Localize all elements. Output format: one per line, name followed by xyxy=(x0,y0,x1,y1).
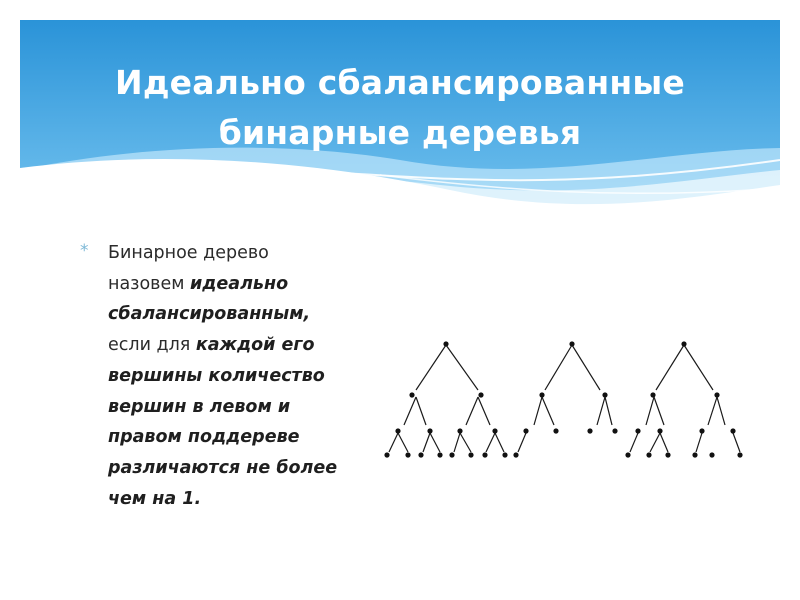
body-emphasis-2: каждой его вершины количество вершин в левом и правом поддереве различаются не более чем на 1. xyxy=(108,335,338,509)
binary-trees-illustration xyxy=(375,336,755,482)
body-text-1: Бинарное дерево назовем xyxy=(108,243,269,294)
title-line-2: бинарные деревья xyxy=(218,113,582,152)
slide-title xyxy=(20,58,780,158)
body-emphasis-1: идеально сбалансированным, xyxy=(108,273,311,325)
body-text-2: если для xyxy=(108,335,196,356)
title-line-1: Идеально сбалансированные xyxy=(115,63,685,102)
tree-edges xyxy=(389,345,740,452)
slide xyxy=(20,20,780,580)
bullet-icon: * xyxy=(80,241,89,261)
bullet-text xyxy=(108,238,348,514)
